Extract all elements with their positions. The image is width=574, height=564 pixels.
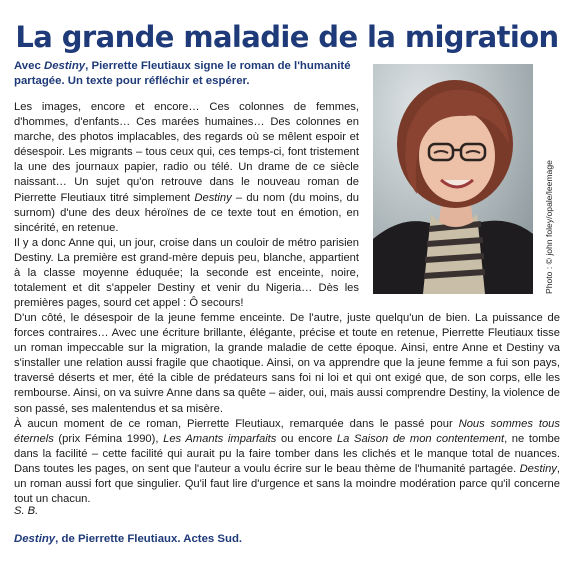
paragraph-4-body: , ne tombe dans la facilité – cette facilité qui aurait pu la faire tomber dans les clichés et le manque total de nuances. Dans toutes les pages, on sent que l'auteur a voulu écrire sur le beau thème de l'humanité partagée. <box>14 433 560 476</box>
book-title-eternels: Nous sommes tous éternels <box>14 418 560 446</box>
article-title: La grande maladie de la migration <box>15 20 559 54</box>
byline-book-title: Destiny <box>14 533 56 545</box>
paragraph-1-book: Destiny <box>194 191 232 204</box>
paragraph-4 <box>14 417 560 508</box>
byline-rest: , de Pierrette Fleutiaux. Actes Sud. <box>55 533 243 545</box>
signature-text: S. B. <box>14 505 39 517</box>
author-portrait-illustration <box>373 64 533 294</box>
paragraph-4-prize: (prix Fémina 1990), <box>53 433 164 446</box>
book-byline <box>14 533 242 545</box>
photo-credit-text: Photo : © john foley/opale/leemage <box>544 160 554 294</box>
paragraph-3: D'un côté, le désespoir de la jeune femme enceinte. De l'autre, juste quelqu'un de bien. La puissance de forces contraires… Avec une écriture brillante, élégante, précise et toute en retenue, Pierrette Fleutiaux tisse un roman impeccable sur la migration, la grande maladie de cette époque. Ainsi, entre Anne et Destiny va s'installer une relation aussi fragile que chaotique. Ainsi, on va apprendre que la jeune femme a fui son pays, traversé déserts et mer, été la cible de prédateurs sans foi ni loi et qui ont exigé que, de son corps, elle les rembourse. Ainsi, on va suivre Anne dans sa quête – aider, oui, mais aussi comprendre Destiny, la violence de son passé, ses malentendus et sa misère. <box>14 312 560 415</box>
paragraph-1 <box>14 100 359 236</box>
author-photo <box>373 64 533 294</box>
photo-credit <box>534 64 554 294</box>
book-title-amants: Les Amants imparfaits <box>163 433 277 446</box>
paragraph-4-end: , un roman aussi fort que singulier. Qu'il faut lire d'urgence et sans la moindre modération parce qu'il concerne tout un chacun. <box>14 463 560 506</box>
paragraph-1-text: Les images, encore et encore… Ces colonnes de femmes, d'hommes, d'enfants… Ces marées humaines… Des colonnes en marche, des photos implacables, des regards où se mêlent espoir et désespoir. Les migrants – tous ceux qui, ces temps-ci, font tristement la une des journaux papier, radio ou télé. Un drame de ce siècle naissant… Un sujet qu'on retrouve dans le nouveau roman de Pierrette Fleutiaux titré simplement <box>14 101 359 204</box>
book-title-destiny: Destiny <box>519 463 557 476</box>
lead-prefix: Avec <box>14 60 44 72</box>
signature <box>14 504 38 519</box>
paragraph-4-or: ou encore <box>276 433 337 446</box>
paragraph-2: Il y a donc Anne qui, un jour, croise dans un couloir de métro parisien Destiny. La première est grand-mère depuis peu, blanche, appartient à la classe moyenne éduquée; la seconde est enceinte, noire, totalement et dit s'appeler Destiny et venir du Nigeria… Dès les premières pages, sourd cet appel : Ô secours! <box>14 237 359 310</box>
lead-rest: , Pierrette Fleutiaux signe le roman de l'humanité partagée. Un texte pour réfléchir et espérer. <box>14 60 351 87</box>
paragraph-4-text: À aucun moment de ce roman, Pierrette Fleutiaux, remarquée dans le passé pour <box>14 418 459 430</box>
book-title-saison: La Saison de mon contentement <box>336 433 505 446</box>
paragraph-1-text-end: – du nom (du moins, du surnom) d'une des deux héroïnes de ce texte tout en émotion, en sincérité, en retenue. <box>14 191 359 234</box>
lead-book-title: Destiny <box>43 60 86 72</box>
article-lead <box>14 59 359 89</box>
